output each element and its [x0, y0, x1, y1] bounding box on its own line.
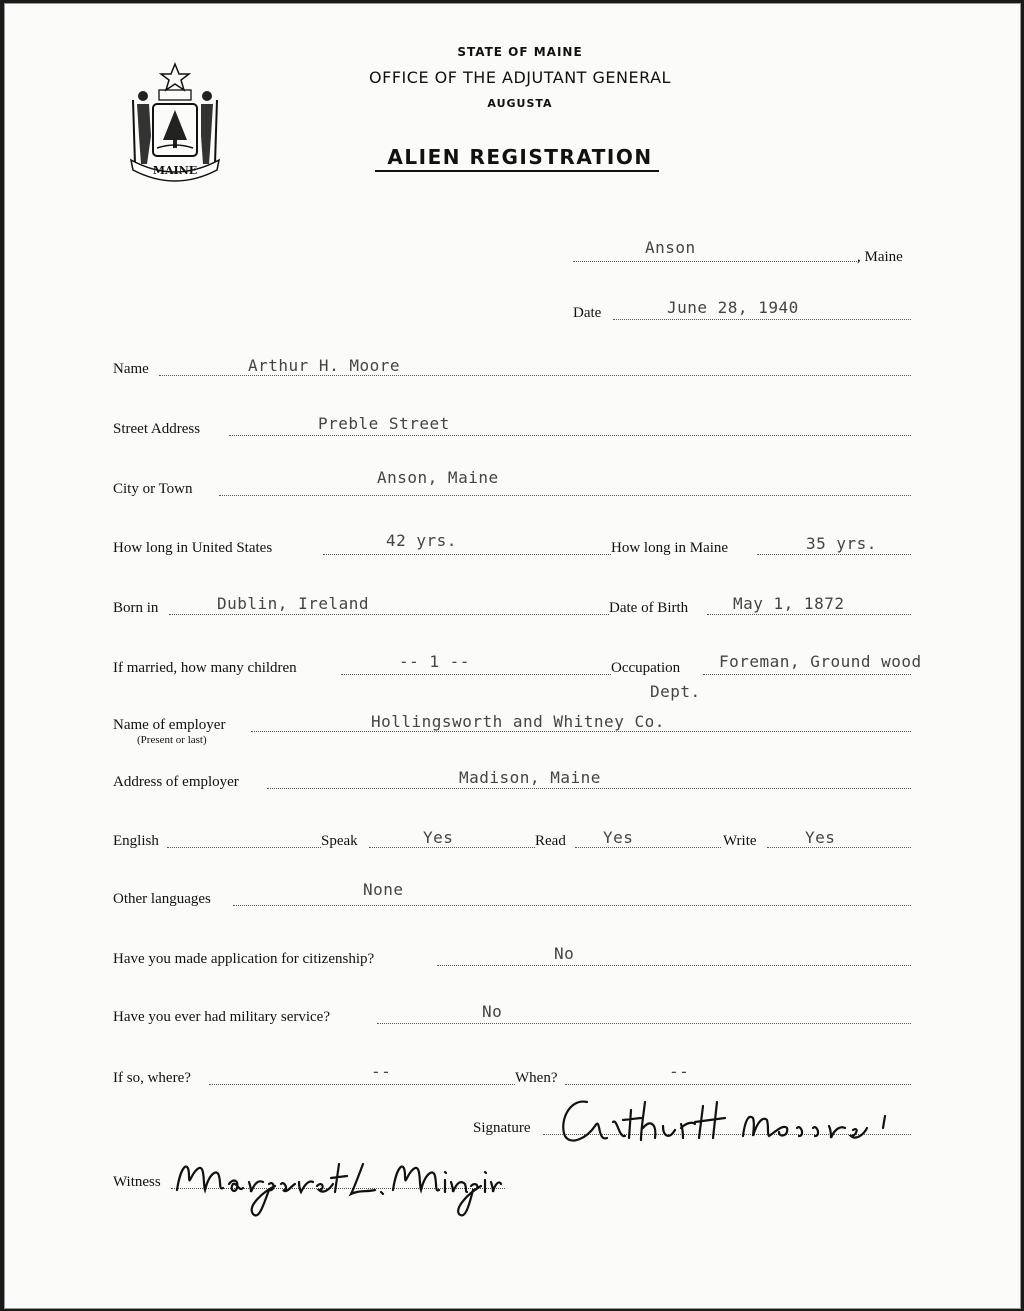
when-line — [565, 1084, 911, 1085]
employer-note: (Present or last) — [137, 734, 207, 746]
occupation-label: Occupation — [611, 660, 681, 676]
how-long-maine-label: How long in Maine — [611, 540, 729, 556]
employer-value: Hollingsworth and Whitney Co. — [371, 712, 665, 731]
speak-value: Yes — [423, 828, 454, 847]
date-of-birth-line — [707, 614, 911, 615]
when-label: When? — [515, 1070, 558, 1086]
city-town-value: Anson, Maine — [377, 468, 499, 487]
employer-label: Name of employer — [113, 717, 226, 733]
date-line — [613, 319, 911, 320]
employer-address-line — [267, 788, 911, 789]
employer-address-value: Madison, Maine — [459, 768, 601, 787]
read-label: Read — [535, 833, 566, 849]
header-state: STATE OF MAINE — [457, 45, 583, 59]
how-long-us-value: 42 yrs. — [386, 531, 457, 550]
speak-line — [369, 847, 535, 848]
military-value: No — [482, 1002, 503, 1021]
street-label: Street Address — [113, 421, 201, 437]
other-languages-value: None — [363, 880, 404, 899]
read-line — [575, 847, 721, 848]
svg-text:MAINE: MAINE — [152, 164, 198, 177]
town-value: Anson — [645, 238, 696, 257]
header-office: OFFICE OF THE ADJUTANT GENERAL — [369, 68, 671, 87]
citizenship-value: No — [554, 944, 575, 963]
write-line — [767, 847, 911, 848]
form-title: ALIEN REGISTRATION — [387, 145, 653, 169]
military-label: Have you ever had military service? — [113, 1009, 330, 1025]
how-long-maine-line — [757, 554, 911, 555]
how-long-us-label: How long in United States — [113, 540, 273, 556]
read-value: Yes — [603, 828, 634, 847]
name-line — [159, 375, 911, 376]
where-label: If so, where? — [113, 1070, 191, 1086]
date-of-birth-label: Date of Birth — [609, 600, 689, 616]
citizenship-label: Have you made application for citizenship? — [113, 951, 375, 967]
citizenship-line — [437, 965, 911, 966]
where-line — [209, 1084, 515, 1085]
write-value: Yes — [805, 828, 836, 847]
signature-handwriting — [553, 1088, 913, 1154]
children-value: -- 1 -- — [399, 652, 470, 671]
employer-line — [251, 731, 911, 732]
registration-form-page — [4, 3, 1021, 1309]
city-town-label: City or Town — [113, 481, 193, 497]
how-long-us-line — [323, 554, 611, 555]
speak-label: Speak — [321, 833, 358, 849]
born-in-line — [169, 614, 609, 615]
maine-suffix-label: , Maine — [857, 249, 903, 265]
signature-label: Signature — [473, 1120, 531, 1136]
occupation-line — [703, 674, 911, 675]
date-of-birth-value: May 1, 1872 — [733, 594, 845, 613]
military-line — [377, 1023, 911, 1024]
date-label: Date — [573, 305, 602, 321]
other-languages-line — [233, 905, 911, 906]
title-underline — [375, 170, 659, 172]
witness-handwriting — [167, 1144, 503, 1228]
children-line — [341, 674, 611, 675]
city-town-line — [219, 495, 911, 496]
write-label: Write — [723, 833, 757, 849]
town-line — [573, 261, 859, 262]
name-label: Name — [113, 361, 149, 377]
date-value: June 28, 1940 — [667, 298, 799, 317]
header-city: AUGUSTA — [487, 97, 553, 110]
when-value: -- — [669, 1062, 690, 1081]
other-languages-label: Other languages — [113, 891, 211, 907]
employer-address-label: Address of employer — [113, 774, 239, 790]
witness-label: Witness — [113, 1174, 161, 1190]
english-line — [167, 847, 321, 848]
children-label: If married, how many children — [113, 660, 297, 676]
born-in-value: Dublin, Ireland — [217, 594, 369, 613]
english-label: English — [113, 833, 159, 849]
where-value: -- — [371, 1062, 392, 1081]
name-value: Arthur H. Moore — [248, 356, 400, 375]
how-long-maine-value: 35 yrs. — [806, 534, 877, 553]
occupation-value-line2: Dept. — [650, 682, 701, 701]
born-in-label: Born in — [113, 600, 159, 616]
occupation-value-line1: Foreman, Ground wood — [719, 652, 922, 671]
street-line — [229, 435, 911, 436]
street-value: Preble Street — [318, 414, 450, 433]
